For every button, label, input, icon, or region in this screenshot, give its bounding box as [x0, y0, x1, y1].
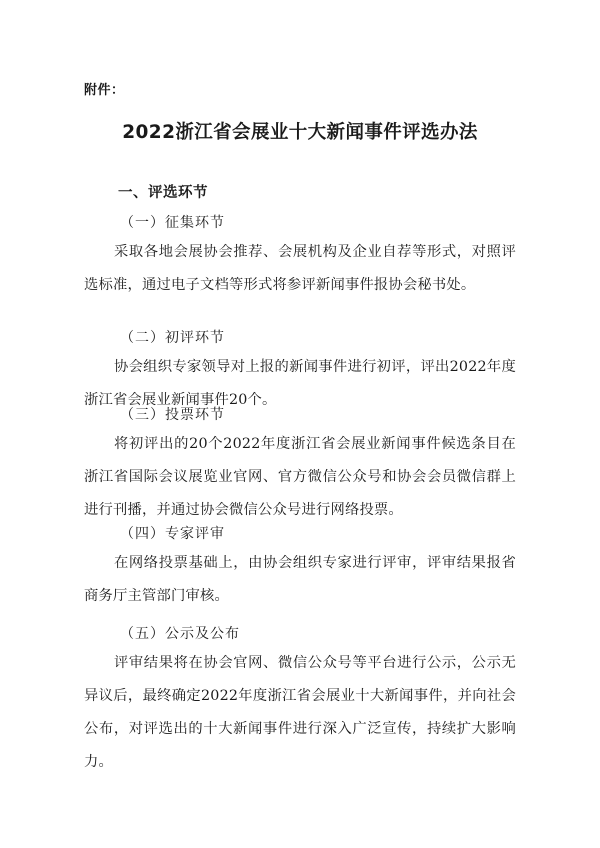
step-text-preliminary: 协会组织专家领导对上报的新闻事件进行初评，评出2022年度浙江省会展业新闻事件20个。: [84, 359, 516, 408]
document-title: 2022浙江省会展业十大新闻事件评选办法: [122, 122, 478, 143]
section-heading-evaluation-steps: 一、评选环节: [118, 185, 208, 201]
step-text-publicity: 评审结果将在协会官网、微信公众号等平台进行公示，公示无异议后，最终确定2022年度浙江省会展业十大新闻事件，并向社会公布，对评选出的十大新闻事件进行深入广泛宣传，持续扩大影响力。: [84, 655, 516, 770]
step-heading-publicity: （五）公示及公布: [120, 626, 240, 642]
step-text-collection: 采取各地会展协会推荐、会展机构及企业自荐等形式，对照评选标准，通过电子文档等形式将参评新闻事件报协会秘书处。: [84, 244, 516, 293]
step-heading-collection: （一）征集环节: [120, 215, 225, 231]
attachment-label: 附件：: [84, 83, 125, 98]
step-text-voting: 将初评出的20个2022年度浙江省会展业新闻事件候选条目在浙江省国际会议展览业官网、官方微信公众号和协会会员微信群上进行刊播，并通过协会微信公众号进行网络投票。: [84, 436, 516, 518]
step-heading-voting: （三）投票环节: [120, 407, 225, 423]
step-heading-expert-review: （四）专家评审: [120, 526, 225, 542]
step-heading-preliminary: （二）初评环节: [120, 330, 225, 346]
step-text-expert-review: 在网络投票基础上，由协会组织专家进行评审，评审结果报省商务厅主管部门审核。: [84, 555, 516, 604]
